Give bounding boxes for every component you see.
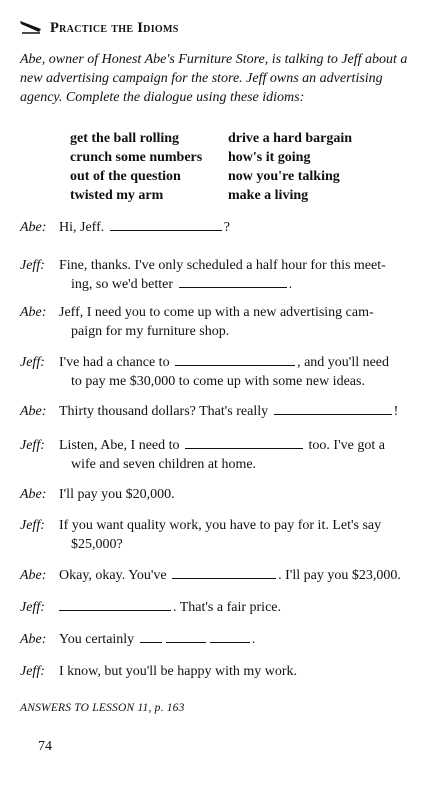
line-text	[59, 218, 434, 237]
line-segment: Thirty thousand dollars? That's really	[59, 404, 272, 419]
speaker-label: Abe:	[20, 568, 47, 583]
answer-blank[interactable]	[179, 275, 287, 288]
answer-blank[interactable]	[172, 566, 276, 579]
line-segment: If you want quality work, you have to pay for it. Let's say	[59, 518, 382, 533]
speaker-label: Abe:	[20, 220, 47, 235]
line-text	[59, 353, 434, 391]
line-text	[59, 485, 434, 504]
line-segment: I'll pay you $20,000.	[59, 487, 175, 502]
line-text	[59, 256, 434, 294]
idiom-item: now you're talking	[228, 169, 340, 184]
speaker-label: Jeff:	[20, 664, 45, 679]
speaker-label: Jeff:	[20, 600, 45, 615]
line-text	[59, 566, 434, 585]
line-segment: Listen, Abe, I need to	[59, 438, 184, 453]
answer-blank[interactable]	[59, 598, 171, 611]
speaker-label: Jeff:	[20, 518, 45, 533]
idiom-item: out of the question	[70, 169, 181, 184]
page-title: Practice the Idioms	[50, 19, 179, 36]
line-segment: .	[251, 632, 256, 647]
idiom-item: make a living	[228, 188, 309, 203]
line-segment: Hi, Jeff.	[59, 220, 108, 235]
idiom-item: twisted my arm	[70, 188, 164, 203]
line-segment: Jeff, I need you to come up with a new advertising cam-	[59, 305, 374, 320]
answer-blank[interactable]	[166, 630, 206, 643]
instructions: Abe, owner of Honest Abe's Furniture Store, is talking to Jeff about a new advertising campaign for the store. Jeff owns an advertising agency. Complete the dialogue using these idioms:	[20, 52, 408, 105]
speaker-label: Jeff:	[20, 438, 45, 453]
line-segment: ?	[223, 220, 230, 235]
idiom-item: how's it going	[228, 150, 311, 165]
page-number: 74	[38, 739, 52, 754]
line-text	[59, 402, 434, 421]
answer-blank[interactable]	[175, 353, 295, 366]
line-segment: You certainly	[59, 632, 138, 647]
line-text	[59, 662, 434, 681]
answers-reference: ANSWERS TO LESSON 11, p. 163	[20, 702, 185, 714]
line-text	[59, 598, 434, 617]
line-segment: Okay, okay. You've	[59, 568, 171, 583]
speaker-label: Jeff:	[20, 355, 45, 370]
speaker-label: Abe:	[20, 487, 47, 502]
pencil-icon	[20, 21, 42, 35]
line-segment: too. I've got a	[305, 438, 385, 453]
idiom-list	[70, 129, 410, 205]
line-segment: .	[288, 277, 293, 292]
speaker-label: Abe:	[20, 632, 47, 647]
line-segment: $25,000?	[71, 537, 123, 552]
idiom-item: get the ball rolling	[70, 131, 180, 146]
line-segment: . That's a fair price.	[173, 600, 281, 615]
speaker-label: Abe:	[20, 305, 47, 320]
line-segment: , and you'll need	[297, 355, 390, 370]
line-segment: . I'll pay you $23,000.	[278, 568, 401, 583]
line-segment: I know, but you'll be happy with my work.	[59, 664, 298, 679]
line-text	[59, 436, 434, 474]
line-segment: I've had a chance to	[59, 355, 174, 370]
line-text	[59, 630, 434, 649]
section-heading	[20, 18, 179, 38]
speaker-label: Abe:	[20, 404, 47, 419]
idiom-item: crunch some numbers	[70, 150, 203, 165]
answer-blank[interactable]	[110, 218, 222, 231]
line-segment: ing, so we'd better	[71, 277, 177, 292]
answer-blank[interactable]	[210, 630, 250, 643]
answer-blank[interactable]	[185, 436, 303, 449]
line-segment: to pay me $30,000 to come up with some new ideas.	[71, 374, 365, 389]
answer-blank[interactable]	[140, 630, 162, 643]
idiom-item: drive a hard bargain	[228, 131, 353, 146]
line-segment: Fine, thanks. I've only scheduled a half hour for this meet-	[59, 258, 386, 273]
line-segment: wife and seven children at home.	[71, 457, 257, 472]
line-segment: !	[393, 404, 399, 419]
speaker-label: Jeff:	[20, 258, 45, 273]
line-text	[59, 516, 434, 554]
answer-blank[interactable]	[274, 402, 392, 415]
line-text	[59, 303, 434, 341]
line-segment: paign for my furniture shop.	[71, 324, 230, 339]
